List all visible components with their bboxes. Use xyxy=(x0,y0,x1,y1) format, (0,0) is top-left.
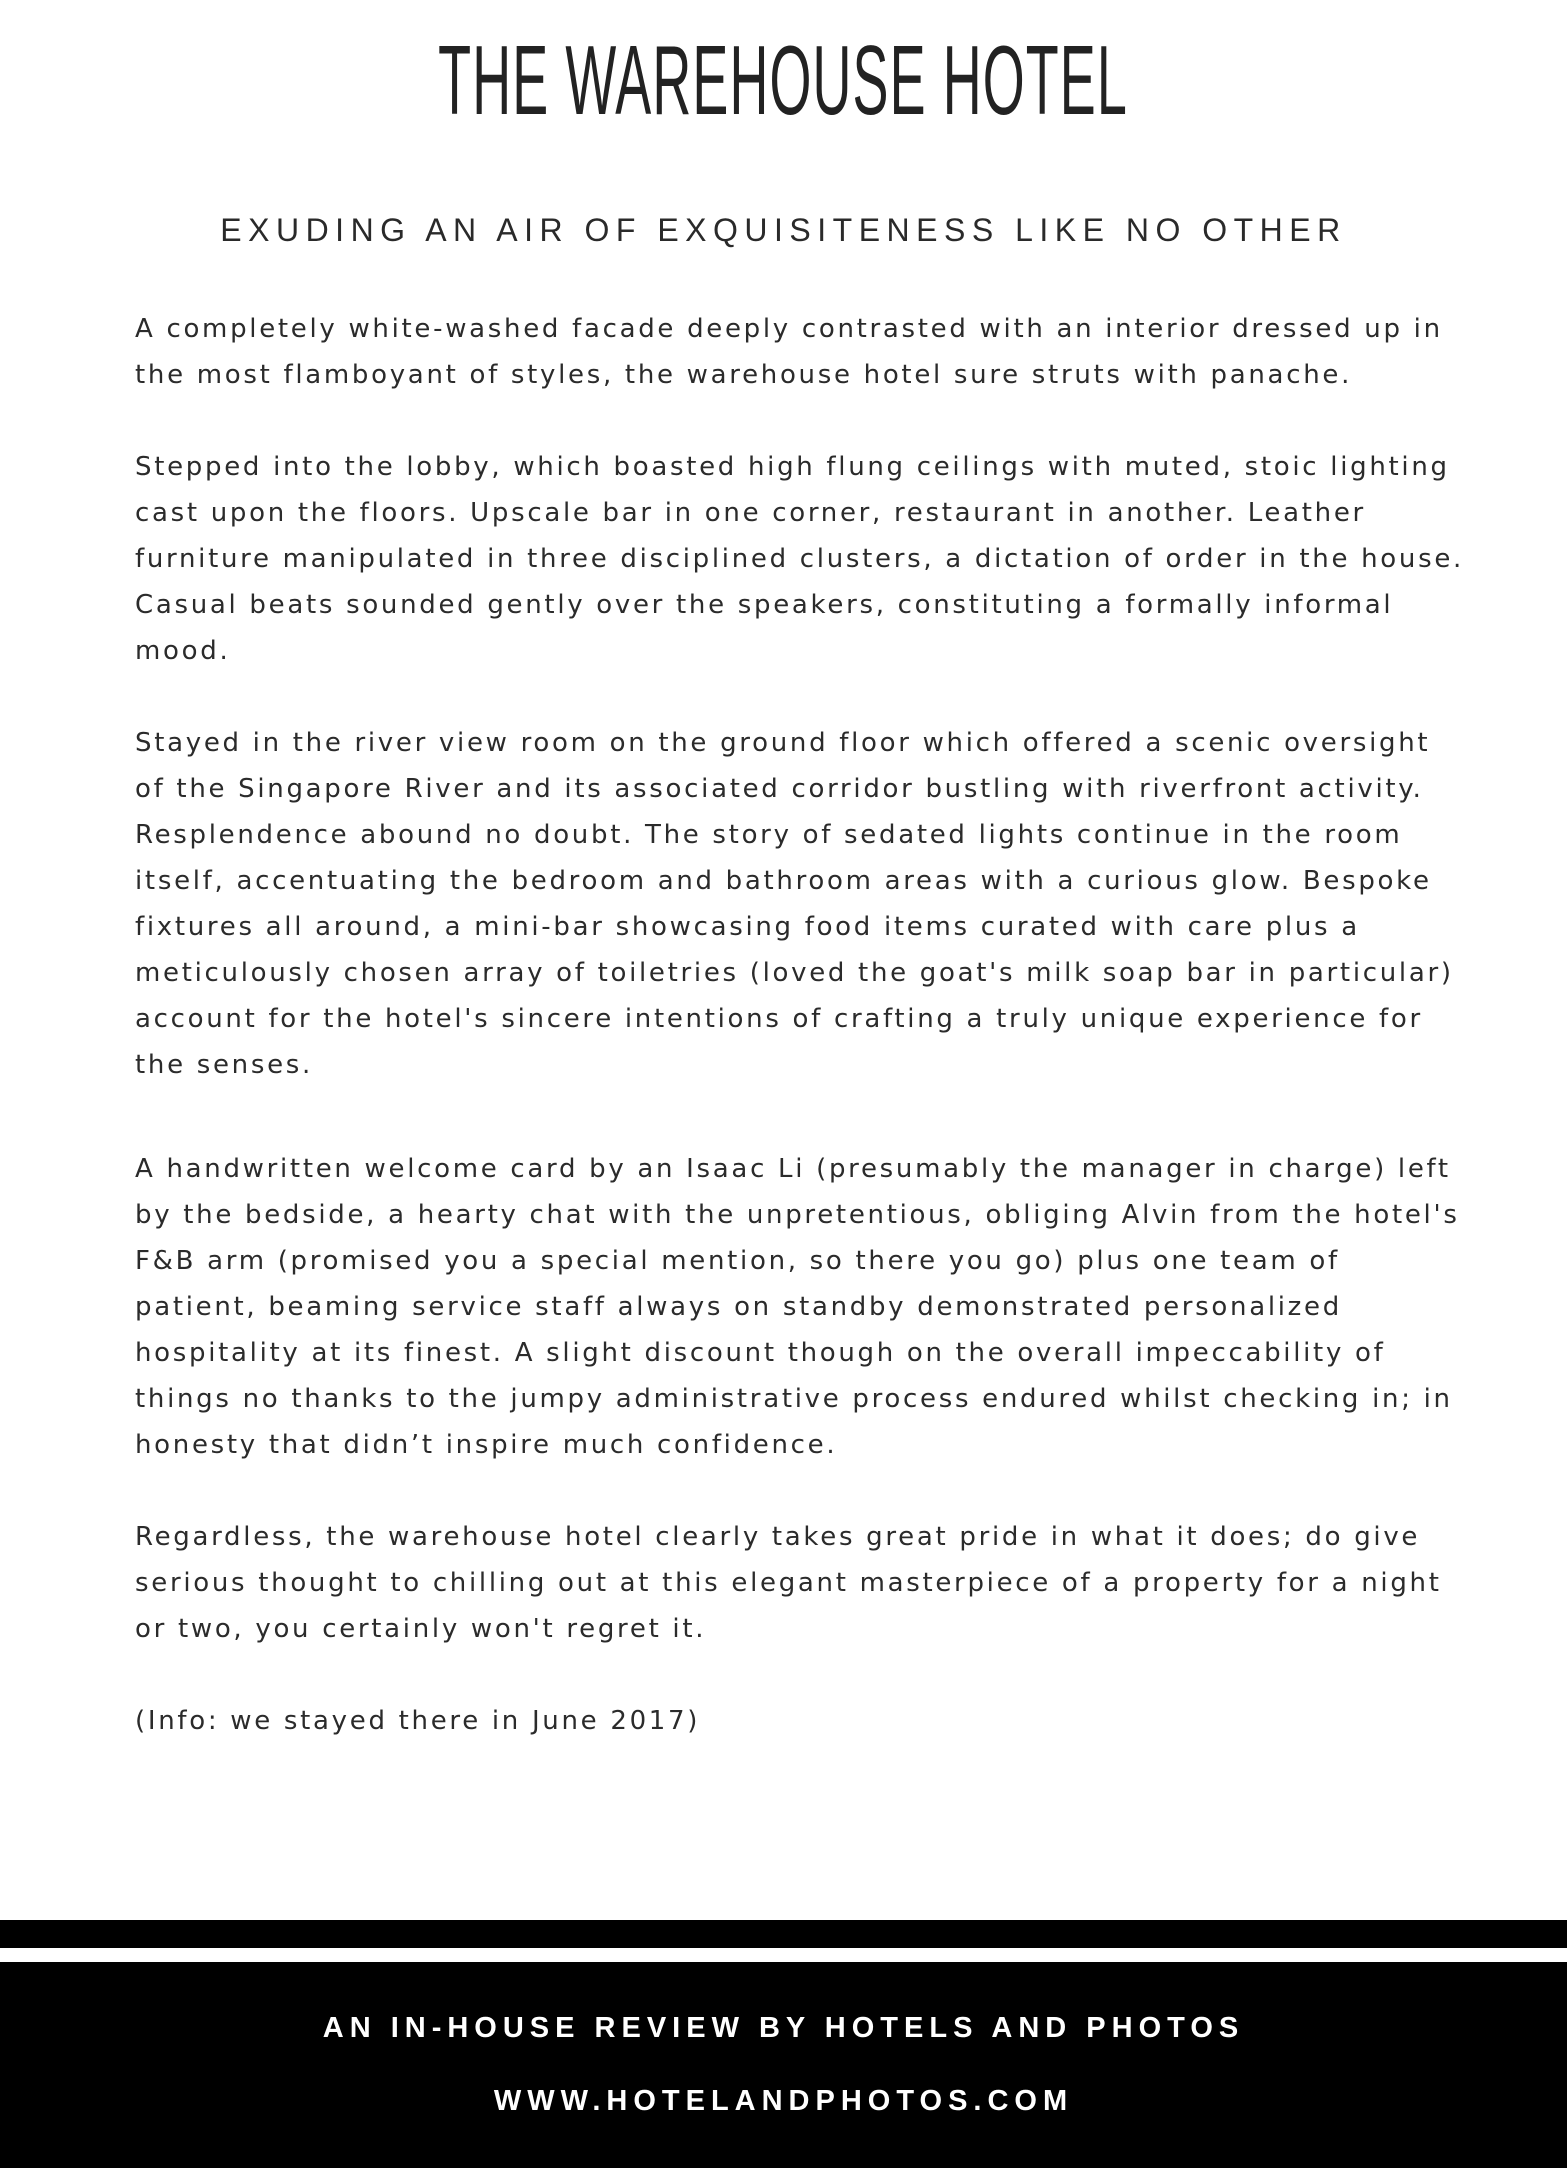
paragraph-room: Stayed in the river view room on the ground floor which offered a scenic oversight of the Singapore River and its associated corridor bustling with riverfront activity. Resplendence abound no doubt. The story of sedated lights continue in the room itself, accentuating the bedroom and bathroom areas with a curious glow. Bespoke fixtures all around, a mini-bar showcasing food items curated with care plus a meticulously chosen array of toiletries (loved the goat's milk soap bar in particular) account for the hotel's sincere intentions of crafting a truly unique experience for the senses. xyxy=(135,728,1454,1080)
paragraph-service: A handwritten welcome card by an Isaac Li (presumably the manager in charge) left by the bedside, a hearty chat with the unpretentious, obliging Alvin from the hotel's F&B arm (promised you a special mention, so there you go) plus one team of patient, beaming service staff always on standby demonstrated personalized hospitality at its finest. A slight discount though on the overall impeccability of things no thanks to the jumpy administrative process endured whilst checking in; in honesty that didn’t inspire much confidence. xyxy=(135,1154,1460,1460)
footer-credit: AN IN-HOUSE REVIEW BY HOTELS AND PHOTOS xyxy=(322,2012,1245,2044)
review-body xyxy=(135,306,1465,1790)
page-title xyxy=(0,0,1567,160)
paragraph-info: (Info: we stayed there in June 2017) xyxy=(135,1706,701,1736)
footer-divider-band xyxy=(0,1920,1567,1948)
paragraph-conclusion: Regardless, the warehouse hotel clearly takes great pride in what it does; do give serious thought to chilling out at this elegant masterpiece of a property for a night or two, you certainly won't regret it. xyxy=(135,1522,1442,1644)
paragraph-facade: A completely white-washed facade deeply contrasted with an interior dressed up in the most flamboyant of styles, the warehouse hotel sure struts with panache. xyxy=(135,314,1443,390)
footer xyxy=(0,1962,1567,2168)
footer-website-link[interactable]: WWW.HOTELANDPHOTOS.COM xyxy=(493,2085,1074,2117)
page-title-text: THE WAREHOUSE HOTEL xyxy=(438,25,1129,135)
page-subtitle: EXUDING AN AIR OF EXQUISITENESS LIKE NO OTHER xyxy=(220,212,1347,248)
paragraph-lobby: Stepped into the lobby, which boasted high flung ceilings with muted, stoic lighting cast upon the floors. Upscale bar in one corner, restaurant in another. Leather furniture manipulated in three disciplined clusters, a dictation of order in the house. Casual beats sounded gently over the speakers, constituting a formally informal mood. xyxy=(135,452,1464,666)
